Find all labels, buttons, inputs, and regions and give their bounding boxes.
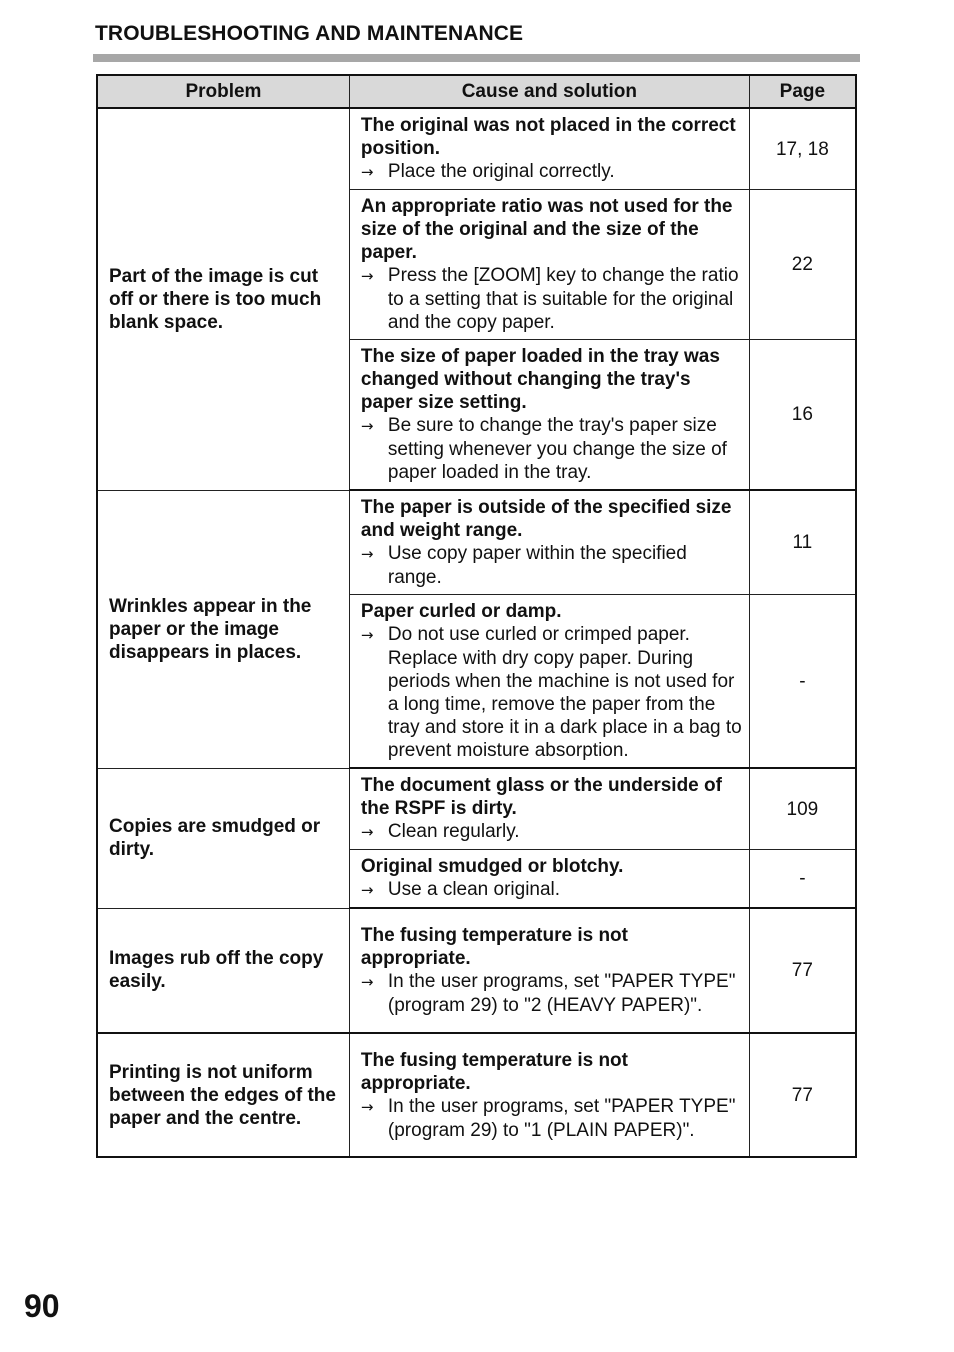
solution-label: Do not use curled or crimped paper. Replace with dry copy paper. During periods when the machine is not used for a long time, remove the paper from the tray and store it in a dark place in a bag to prevent moisture absorption. — [387, 624, 742, 761]
problem-cell: Copies are smudged or dirty. — [97, 768, 349, 908]
table-row — [97, 108, 856, 190]
page-reference: - — [749, 595, 856, 769]
table-row — [97, 490, 856, 595]
arrow-right-icon: → — [360, 545, 374, 563]
cause-cell — [349, 340, 749, 491]
cause-text: The fusing temperature is not appropriate. — [360, 925, 628, 969]
arrow-right-icon: → — [360, 417, 374, 435]
column-header-page: Page — [749, 75, 856, 108]
arrow-right-icon: → — [360, 267, 374, 285]
solution-label: In the user programs, set "PAPER TYPE" (program 29) to "2 (HEAVY PAPER)". — [387, 971, 736, 1016]
problem-cell: Part of the image is cut off or there is too much blank space. — [97, 108, 349, 490]
arrow-right-icon: → — [360, 1097, 374, 1116]
cause-cell — [349, 595, 749, 769]
solution-text — [361, 264, 743, 334]
solution-text — [361, 623, 743, 762]
page-reference: 77 — [749, 908, 856, 1033]
cause-cell — [349, 850, 749, 909]
arrow-right-icon: → — [360, 973, 374, 991]
problem-cell: Printing is not uniform between the edges of the paper and the centre. — [97, 1033, 349, 1157]
solution-text — [361, 878, 743, 902]
column-header-problem: Problem — [97, 75, 349, 108]
problem-cell: Wrinkles appear in the paper or the image disappears in places. — [97, 490, 349, 768]
troubleshooting-table — [96, 74, 857, 1158]
arrow-right-icon: → — [360, 881, 374, 899]
solution-text — [361, 160, 743, 184]
arrow-right-icon: → — [360, 163, 374, 181]
table-row — [97, 768, 856, 850]
solution-label: Clean regularly. — [387, 821, 520, 842]
table-row — [97, 908, 856, 1033]
page-reference: 109 — [749, 768, 856, 850]
table-row — [97, 1033, 856, 1157]
page-reference: 16 — [749, 340, 856, 491]
title-rule — [93, 54, 860, 62]
solution-text — [361, 1095, 743, 1142]
cause-text: An appropriate ratio was not used for the size of the original and the size of the paper. — [360, 196, 733, 263]
solution-label: In the user programs, set "PAPER TYPE" (program 29) to "1 (PLAIN PAPER)". — [387, 1095, 736, 1141]
page-reference: 22 — [749, 190, 856, 340]
cause-text: The original was not placed in the correct position. — [360, 115, 736, 159]
arrow-right-icon: → — [360, 626, 374, 644]
solution-label: Be sure to change the tray's paper size setting whenever you change the size of paper loaded in the tray. — [387, 415, 727, 483]
cause-cell — [349, 108, 749, 190]
arrow-right-icon: → — [360, 823, 374, 841]
cause-cell — [349, 1033, 749, 1157]
cause-cell — [349, 190, 749, 340]
cause-text: The paper is outside of the specified size and weight range. — [360, 497, 732, 541]
section-title: TROUBLESHOOTING AND MAINTENANCE — [95, 22, 524, 45]
solution-text — [361, 820, 743, 844]
problem-cell: Images rub off the copy easily. — [97, 908, 349, 1033]
page-reference: 17, 18 — [749, 108, 856, 190]
table-header-row — [97, 75, 856, 108]
cause-cell — [349, 768, 749, 850]
solution-label: Press the [ZOOM] key to change the ratio to a setting that is suitable for the original and the copy paper. — [387, 265, 739, 333]
solution-label: Use copy paper within the specified range. — [387, 543, 687, 588]
page-reference: 11 — [749, 490, 856, 595]
page-reference: - — [749, 850, 856, 909]
solution-text — [361, 542, 743, 589]
solution-text — [361, 970, 743, 1017]
cause-cell — [349, 490, 749, 595]
page-number: 90 — [24, 1288, 60, 1324]
cause-text: The document glass or the underside of the RSPF is dirty. — [360, 775, 722, 819]
cause-cell — [349, 908, 749, 1033]
solution-text — [361, 414, 743, 484]
page-reference: 77 — [749, 1033, 856, 1157]
column-header-cause: Cause and solution — [349, 75, 749, 108]
cause-text: The size of paper loaded in the tray was changed without changing the tray's paper size setting. — [360, 346, 720, 413]
cause-text: Paper curled or damp. — [360, 601, 562, 622]
solution-label: Use a clean original. — [387, 879, 561, 900]
cause-text: Original smudged or blotchy. — [360, 856, 624, 877]
cause-text: The fusing temperature is not appropriate. — [360, 1049, 628, 1094]
solution-label: Place the original correctly. — [387, 161, 615, 182]
